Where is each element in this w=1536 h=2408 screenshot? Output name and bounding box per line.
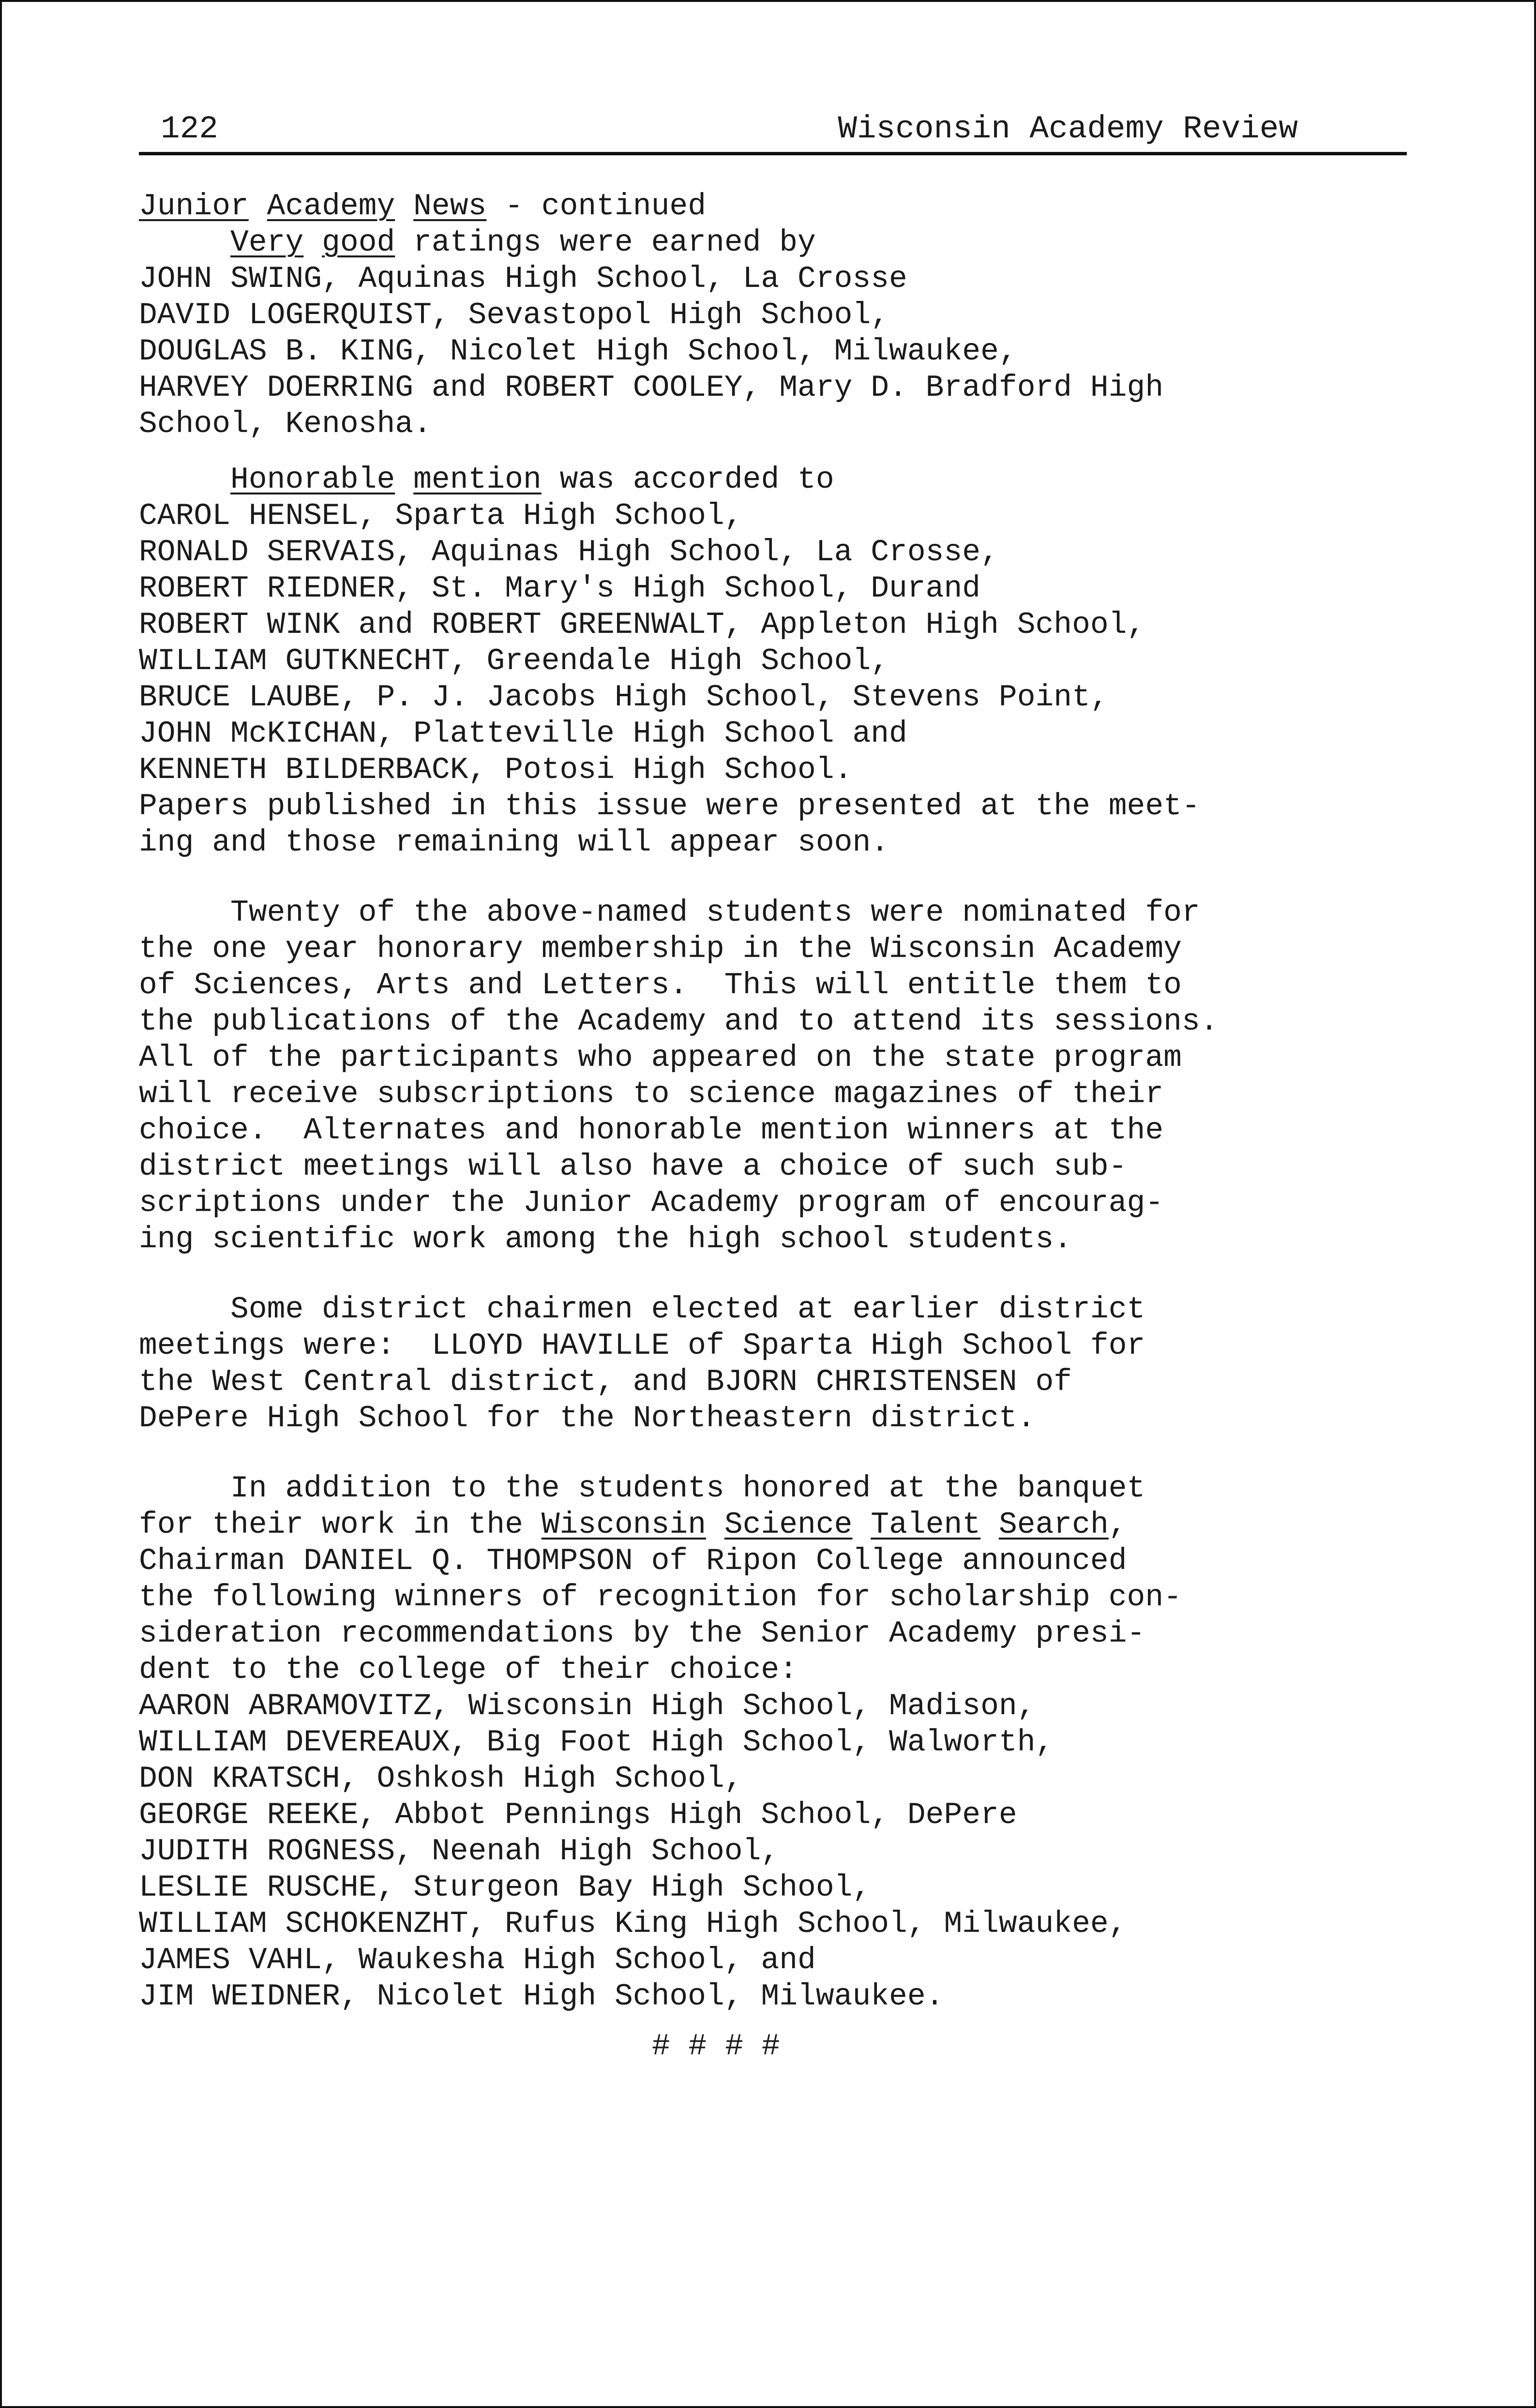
list-item: RONALD SERVAIS, Aquinas High School, La Crosse, <box>139 535 999 569</box>
paragraph-line: the following winners of recognition for scholarship con- <box>139 1580 1182 1615</box>
journal-title: Wisconsin Academy Review <box>838 111 1298 147</box>
list-item: JUDITH ROGNESS, Neenah High School, <box>139 1834 780 1869</box>
paragraph-line: dent to the college of their choice: <box>139 1653 798 1687</box>
page-number: 122 <box>161 111 218 147</box>
list-item: DOUGLAS B. KING, Nicolet High School, Milwaukee, <box>139 334 1017 369</box>
paragraph-line: meetings were: LLOYD HAVILLE of Sparta High School for <box>139 1329 1145 1363</box>
paragraph-line: DePere High School for the Northeastern district. <box>139 1401 1036 1436</box>
list-item: DON KRATSCH, Oshkosh High School, <box>139 1762 743 1796</box>
paragraph-line: the one year honorary membership in the Wisconsin Academy <box>139 932 1182 966</box>
list-item: LESLIE RUSCHE, Sturgeon Bay High School, <box>139 1870 871 1905</box>
paragraph-line: sideration recommendations by the Senior Academy presi- <box>139 1616 1145 1651</box>
end-mark: # # # # <box>652 2029 780 2064</box>
list-item: JAMES VAHL, Waukesha High School, and <box>139 1943 816 1977</box>
paragraph-line: Some district chairmen elected at earlier district <box>139 1292 1145 1327</box>
list-item: JOHN McKICHAN, Platteville High School and <box>139 717 907 751</box>
list-item: ROBERT WINK and ROBERT GREENWALT, Appleton High School, <box>139 608 1145 642</box>
paragraph-line: scriptions under the Junior Academy program of encourag- <box>139 1186 1164 1220</box>
list-item: JOHN SWING, Aquinas High School, La Crosse <box>139 262 907 296</box>
very-good-lead: Very good ratings were earned by <box>230 225 816 260</box>
list-item: WILLIAM GUTKNECHT, Greendale High School, <box>139 644 889 678</box>
paragraph-line: of Sciences, Arts and Letters. This will entitle them to <box>139 968 1182 1002</box>
honorable-mention-lead: Honorable mention was accorded to <box>230 463 834 497</box>
list-item: DAVID LOGERQUIST, Sevastopol High School, <box>139 298 889 332</box>
paragraph-line: district meetings will also have a choice of such sub- <box>139 1150 1127 1184</box>
list-item: JIM WEIDNER, Nicolet High School, Milwaukee. <box>139 1979 944 2014</box>
paragraph-line: will receive subscriptions to science magazines of their <box>139 1077 1164 1111</box>
paragraph-line-talent-search: for their work in the Wisconsin Science Talent Search, <box>139 1508 1127 1542</box>
list-item: WILLIAM DEVEREAUX, Big Foot High School, Walworth, <box>139 1725 1054 1760</box>
list-item: GEORGE REEKE, Abbot Pennings High School, DePere <box>139 1798 1017 1832</box>
list-item: ROBERT RIEDNER, St. Mary's High School, Durand <box>139 571 981 606</box>
list-item: WILLIAM SCHOKENZHT, Rufus King High School, Milwaukee, <box>139 1907 1127 1941</box>
page-header <box>139 106 1407 155</box>
list-item: CAROL HENSEL, Sparta High School, <box>139 499 743 533</box>
paragraph-line: Papers published in this issue were presented at the meet- <box>139 789 1200 823</box>
paragraph-line: Chairman DANIEL Q. THOMPSON of Ripon College announced <box>139 1544 1127 1578</box>
paragraph-line: choice. Alternates and honorable mention winners at the <box>139 1113 1164 1148</box>
paragraph-line: the publications of the Academy and to attend its sessions. <box>139 1004 1219 1039</box>
list-item: KENNETH BILDERBACK, Potosi High School. <box>139 753 853 787</box>
paragraph-line: Twenty of the above-named students were nominated for <box>139 896 1200 930</box>
paragraph-line: In addition to the students honored at the banquet <box>139 1471 1145 1506</box>
list-item: AARON ABRAMOVITZ, Wisconsin High School, Madison, <box>139 1689 1036 1723</box>
paragraph-line: All of the participants who appeared on the state program <box>139 1041 1182 1075</box>
article-body <box>139 188 1446 2064</box>
paragraph-line: ing and those remaining will appear soon. <box>139 825 889 860</box>
paragraph-line: ing scientific work among the high school students. <box>139 1222 1072 1256</box>
list-item: BRUCE LAUBE, P. J. Jacobs High School, Stevens Point, <box>139 680 1109 715</box>
paragraph-line: the West Central district, and BJORN CHRISTENSEN of <box>139 1365 1072 1399</box>
list-item: HARVEY DOERRING and ROBERT COOLEY, Mary D. Bradford High <box>139 371 1164 405</box>
list-item: School, Kenosha. <box>139 407 432 441</box>
section-title: Junior Academy News - continued <box>139 189 707 224</box>
